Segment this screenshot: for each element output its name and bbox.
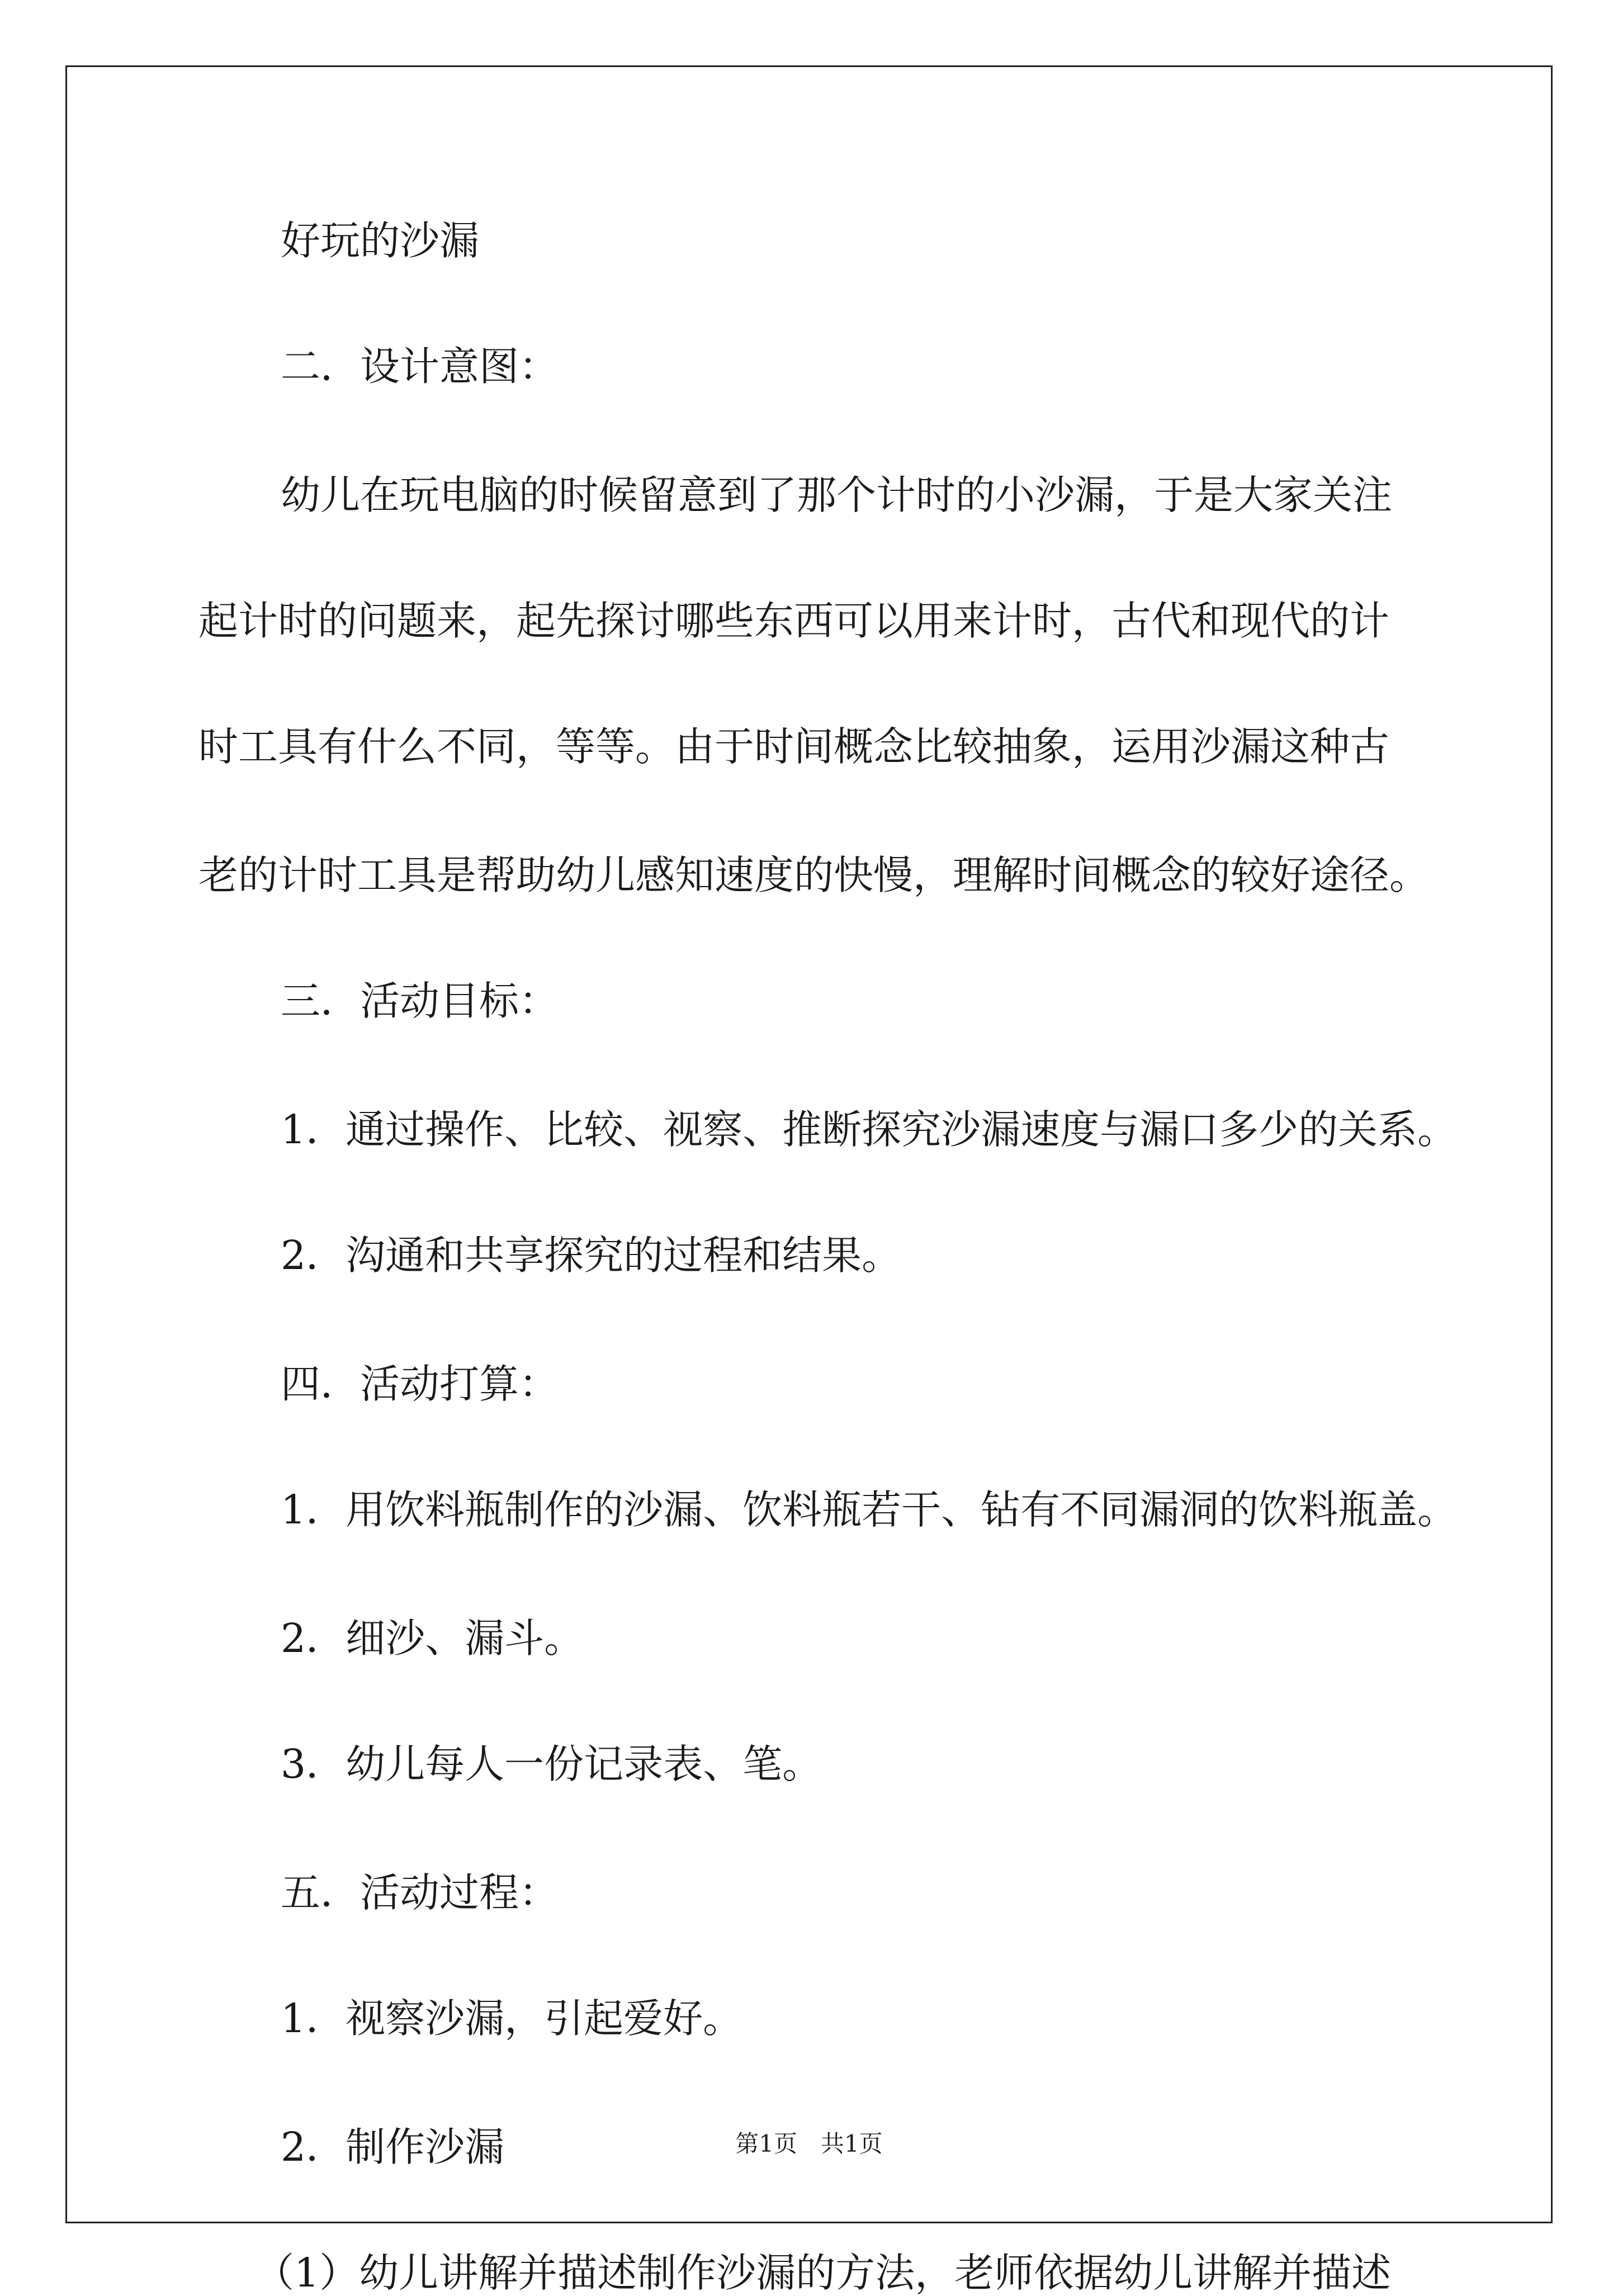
section-heading-process: 五．活动过程： [281, 1869, 559, 1916]
material-item: 2．细沙、漏斗。 [281, 1615, 584, 1661]
goal-item: 1．通过操作、比较、视察、推断探究沙漏速度与漏口多少的关系。 [281, 1106, 1458, 1153]
page-footer: 第1页 共1页 [735, 2130, 883, 2157]
material-item: 3．幼儿每人一份记录表、笔。 [281, 1741, 822, 1787]
section-heading-goals: 三．活动目标： [281, 978, 559, 1024]
section-heading-preparation: 四．活动打算： [281, 1361, 559, 1407]
material-item: 1．用饮料瓶制作的沙漏、饮料瓶若干、钻有不同漏洞的饮料瓶盖。 [281, 1487, 1458, 1533]
paragraph-line: 幼儿在玩电脑的时候留意到了那个计时的小沙漏，于是大家关注 [281, 472, 1393, 518]
process-item: 2．制作沙漏 [281, 2124, 505, 2170]
paragraph-line: 时工具有什么不同，等等。由于时间概念比较抽象，运用沙漏这种古 [198, 723, 1390, 770]
process-item: 1．视察沙漏，引起爱好。 [281, 1995, 743, 2042]
process-subitem: （1）幼儿讲解并描述制作沙漏的方法，老师依据幼儿讲解并描述 [254, 2250, 1392, 2296]
goal-item: 2．沟通和共享探究的过程和结果。 [281, 1232, 902, 1279]
section-heading-design-intent: 二．设计意图： [281, 343, 559, 390]
paragraph-line: 老的计时工具是帮助幼儿感知速度的快慢，理解时间概念的较好途径。 [198, 852, 1430, 898]
document-title: 好玩的沙漏 [281, 217, 480, 264]
paragraph-line: 起计时的问题来，起先探讨哪些东西可以用来计时，古代和现代的计 [198, 598, 1390, 644]
